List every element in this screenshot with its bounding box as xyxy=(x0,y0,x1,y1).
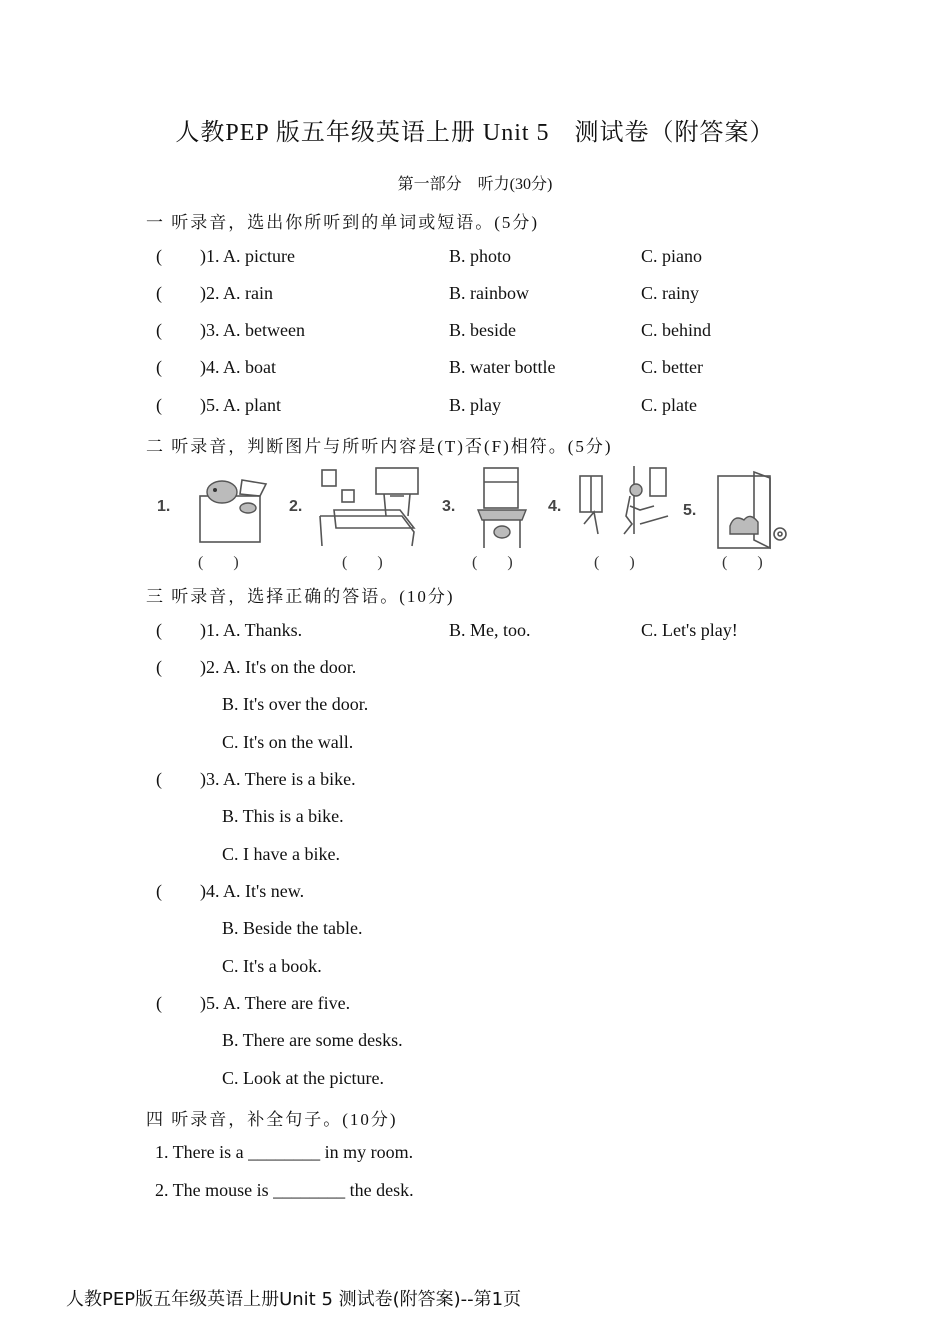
dog-in-box-icon xyxy=(192,470,272,548)
fill-sentence: 2. The mouse is ________ the desk. xyxy=(155,1180,414,1200)
question-row: ( )5. A. plant B. play C. plate xyxy=(156,395,697,415)
option-b: B. There are some desks. xyxy=(222,1030,403,1050)
question-row: ( )2. A. It's on the door. xyxy=(156,657,357,677)
question-row: ( )3. A. between B. beside C. behind xyxy=(156,320,711,340)
section-1-heading: 一 听录音，选出你所听到的单词或短语。(5分) xyxy=(146,213,540,232)
section-3-heading: 三 听录音，选择正确的答语。(10分) xyxy=(146,587,455,606)
picture-number: 5. xyxy=(683,502,697,519)
page-footer: 人教PEP版五年级英语上册Unit 5 测试卷(附答案)--第1页 xyxy=(66,1289,522,1310)
option-c: C. It's on the wall. xyxy=(222,732,354,752)
picture-number: 1. xyxy=(157,498,171,515)
question-row: ( )3. A. There is a bike. xyxy=(156,769,356,789)
option-b: B. Beside the table. xyxy=(222,918,363,938)
picture-strip: 1. 2. 3. 4. 5. () () () () () xyxy=(150,462,800,577)
door-icon xyxy=(712,468,794,550)
question-row: ( )1. A. Thanks. B. Me, too. C. Let's play! xyxy=(156,620,738,640)
picture-number: 2. xyxy=(289,498,303,515)
section-2-heading: 二 听录音，判断图片与所听内容是(T)否(F)相符。(5分) xyxy=(146,437,613,456)
question-row: ( )5. A. There are five. xyxy=(156,993,351,1013)
part-heading: 第一部分 听力(30分) xyxy=(397,176,553,193)
question-row: ( )1. A. picture B. photo C. piano xyxy=(156,246,702,266)
fill-sentence: 1. There is a ________ in my room. xyxy=(155,1142,414,1162)
question-row: ( )2. A. rain B. rainbow C. rainy xyxy=(156,283,699,303)
bedroom-icon xyxy=(316,466,428,548)
question-row: ( )4. A. It's new. xyxy=(156,881,305,901)
option-b: B. It's over the door. xyxy=(222,694,369,714)
option-c: C. I have a bike. xyxy=(222,844,340,864)
boy-window-icon xyxy=(574,464,670,550)
picture-number: 4. xyxy=(548,498,562,515)
option-c: C. Look at the picture. xyxy=(222,1068,384,1088)
picture-number: 3. xyxy=(442,498,456,515)
question-row: ( )4. A. boat B. water bottle C. better xyxy=(156,357,703,377)
section-4-heading: 四 听录音，补全句子。(10分) xyxy=(146,1110,398,1129)
option-b: B. This is a bike. xyxy=(222,806,344,826)
chair-icon xyxy=(472,466,532,550)
option-c: C. It's a book. xyxy=(222,956,322,976)
page-title: 人教PEP 版五年级英语上册 Unit 5 测试卷（附答案） xyxy=(175,120,775,146)
